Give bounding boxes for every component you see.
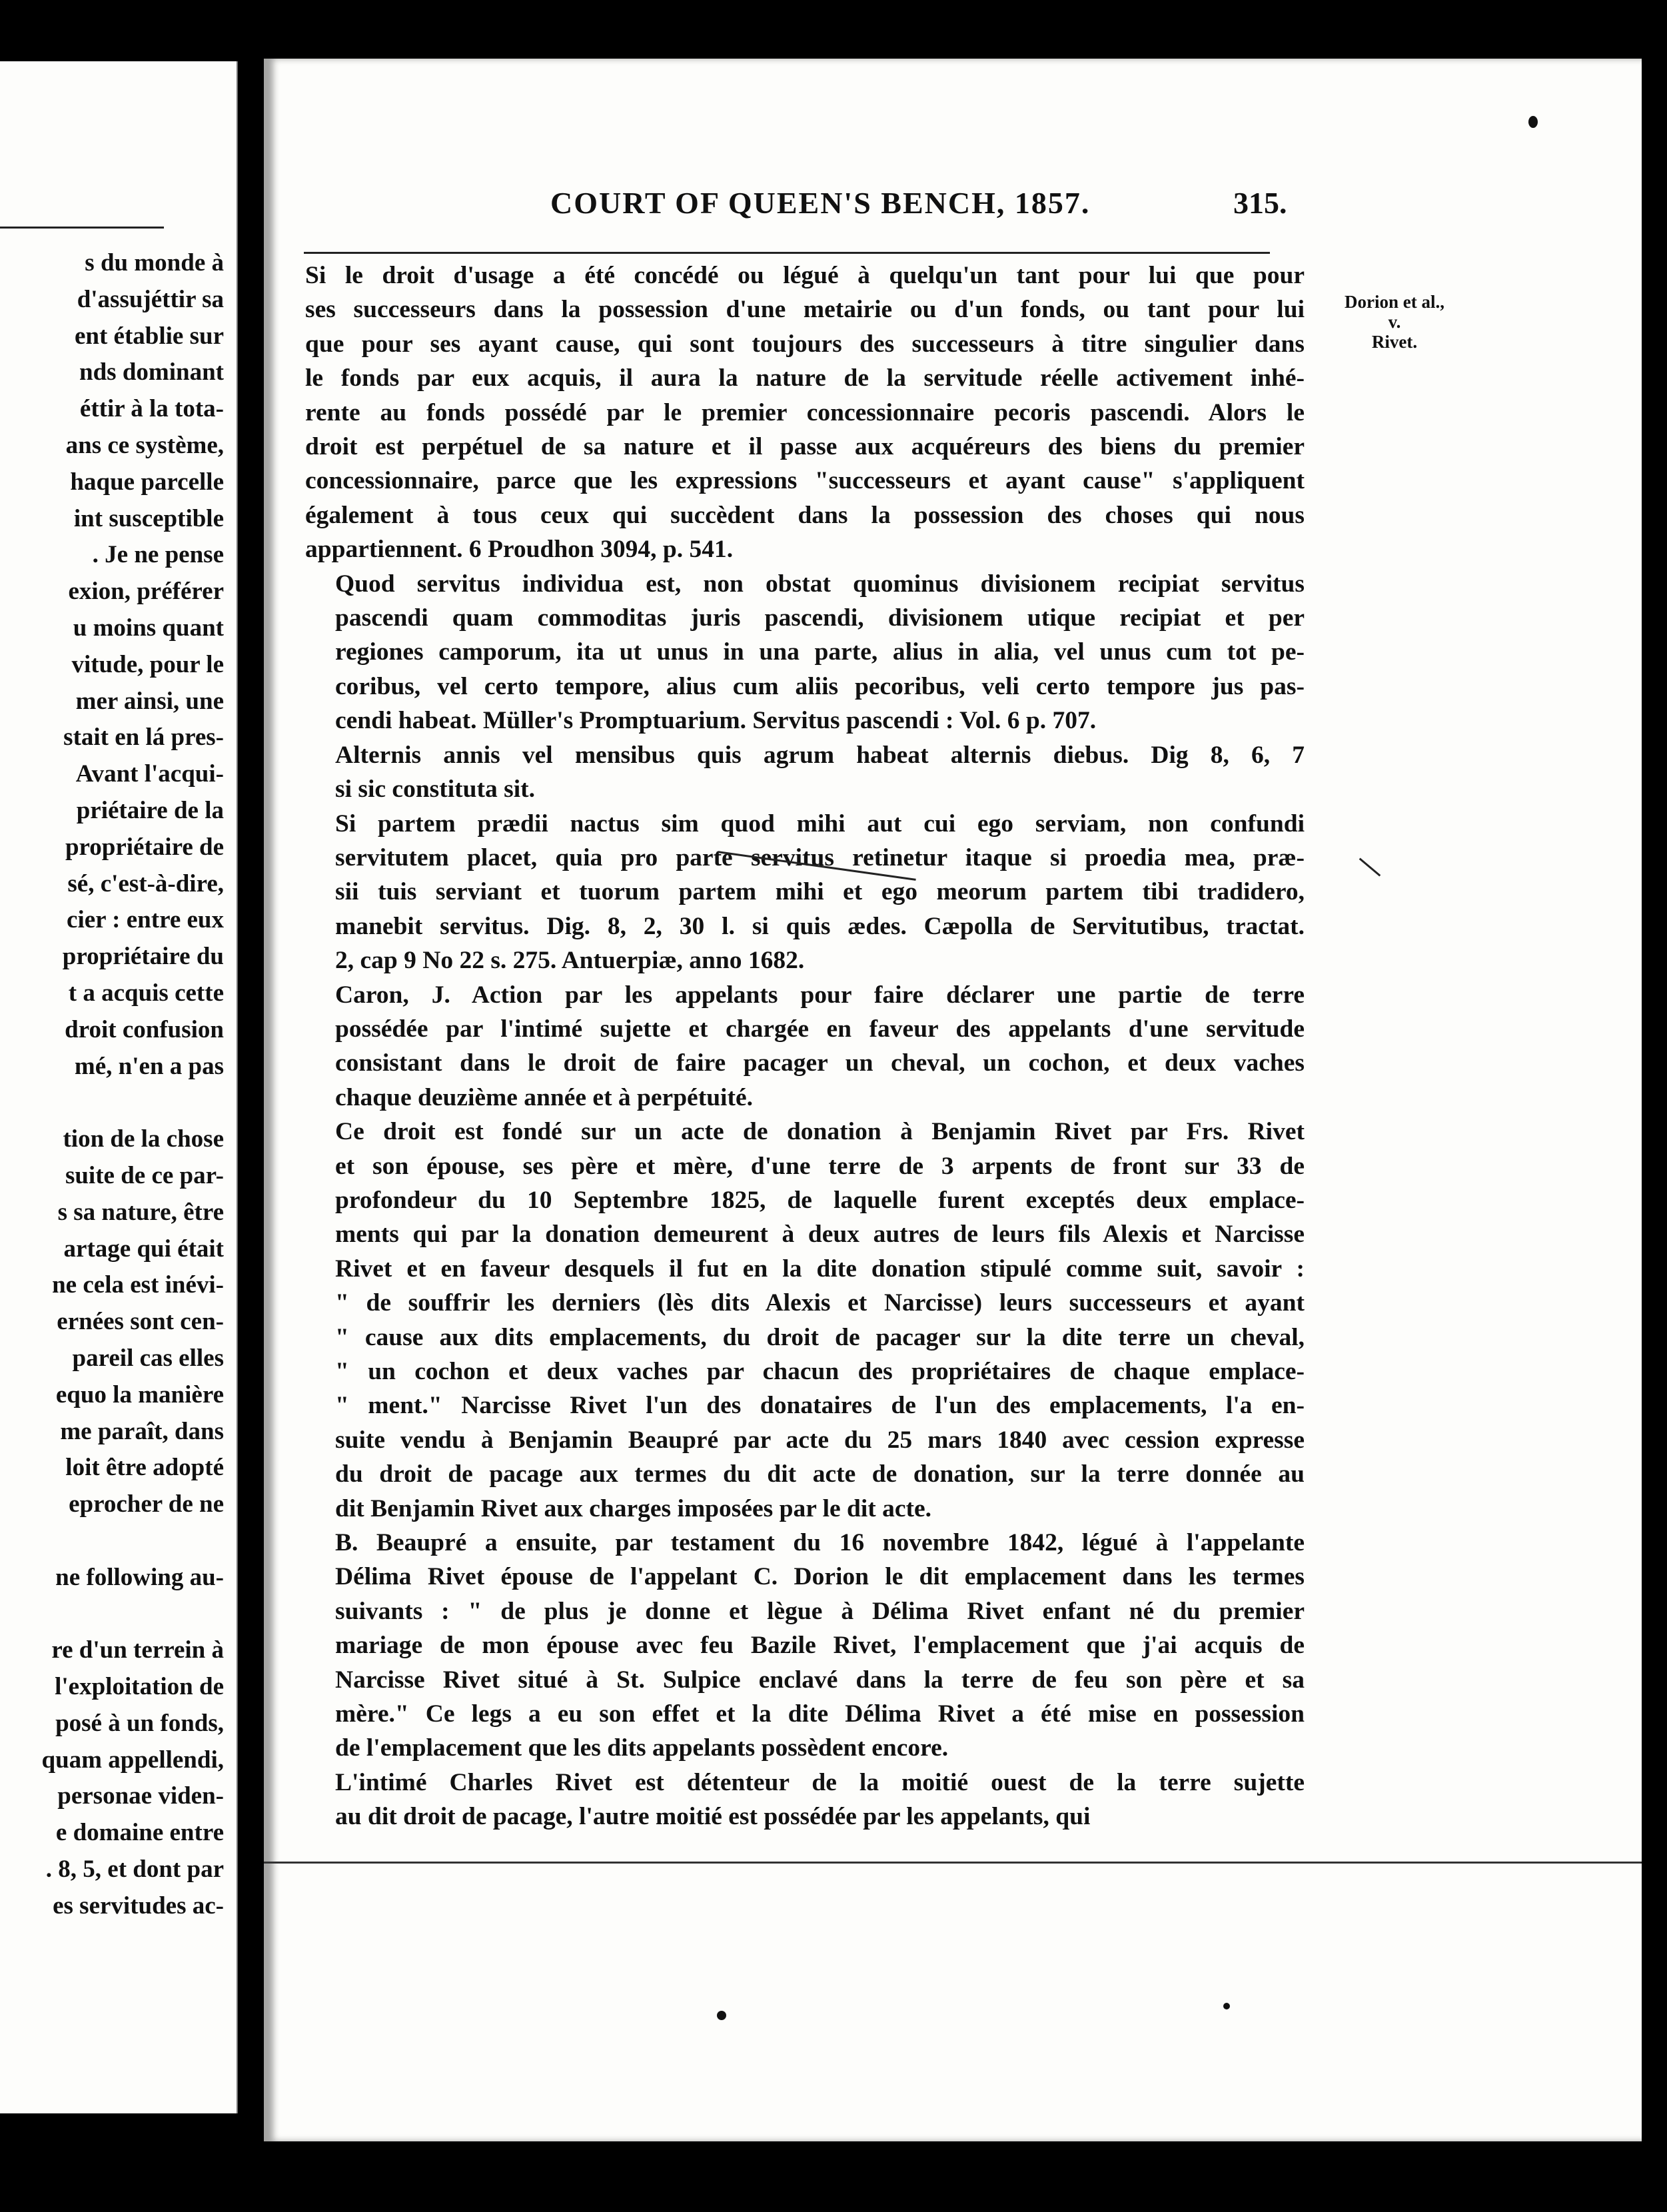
left-page-line: éttir à la tota- xyxy=(79,395,224,423)
paragraph xyxy=(305,807,1305,978)
left-page-line: propriétaire de xyxy=(65,833,224,861)
text-line: et son épouse, ses père et mère, d'une terre de 3 arpents de front sur 33 de xyxy=(335,1152,1305,1180)
text-line: Alternis annis vel mensibus quis agrum habeat alternis diebus. Dig 8, 6, 7 xyxy=(335,741,1305,769)
left-page-line: sé, c'est-à-dire, xyxy=(67,869,224,897)
left-page-line: l'exploitation de xyxy=(55,1673,224,1701)
text-line: 2, cap 9 No 22 s. 275. Antuerpiæ, anno 1682. xyxy=(335,947,805,975)
paragraph xyxy=(305,1115,1305,1526)
running-head: COURT OF QUEEN'S BENCH, 1857. xyxy=(550,186,1091,220)
left-page-line: propriétaire du xyxy=(62,943,224,971)
text-line: Délima Rivet épouse de l'appelant C. Dorion le dit emplacement dans les termes xyxy=(335,1563,1305,1591)
left-page-line: d'assujéttir sa xyxy=(77,285,224,313)
left-page-line: ans ce système, xyxy=(65,431,224,459)
left-page-line: ernées sont cen- xyxy=(57,1308,224,1336)
left-page-line: eprocher de ne xyxy=(69,1490,224,1518)
left-page-line: priétaire de la xyxy=(76,796,224,824)
left-page-line: vitude, pour le xyxy=(71,650,224,678)
text-line: sii tuis serviant et tuorum partem mihi et ego meorum partem tibi tradidero, xyxy=(335,878,1305,906)
left-page-line xyxy=(0,1085,227,1121)
scan-artifact-line xyxy=(264,1862,1642,1864)
left-page-line: t a acquis cette xyxy=(68,979,224,1007)
margin-note-parties: Dorion et al., xyxy=(1345,292,1444,312)
left-page-line: quam appellendi, xyxy=(41,1746,224,1774)
left-page-line: . 8, 5, et dont par xyxy=(45,1856,224,1884)
text-line: ments qui par la donation demeurent à deux autres de leurs fils Alexis et Narcisse xyxy=(335,1221,1305,1249)
margin-note xyxy=(1318,292,1471,352)
left-page-line: ent établie sur xyxy=(74,322,224,350)
text-line: suite vendu à Benjamin Beaupré par acte du 25 mars 1840 avec cession expresse xyxy=(335,1426,1305,1454)
text-line: si sic constituta sit. xyxy=(335,776,535,804)
text-line: profondeur du 10 Septembre 1825, de laquelle furent exceptés deux emplace- xyxy=(335,1186,1305,1214)
text-line: Quod servitus individua est, non obstat quominus divisionem recipiat servitus xyxy=(335,570,1305,598)
left-page-line: mé, n'en a pas xyxy=(74,1052,224,1080)
text-line: le fonds par eux acquis, il aura la nature de la servitude réelle activement inhé- xyxy=(305,364,1305,392)
text-line: pascendi quam commoditas juris pascendi, divisionem utique recipiat et per xyxy=(335,604,1305,632)
body-text xyxy=(305,259,1305,1834)
left-page-line: ne following au- xyxy=(55,1563,224,1591)
left-facing-page xyxy=(0,61,238,2113)
text-line: cendi habeat. Müller's Promptuarium. Servitus pascendi : Vol. 6 p. 707. xyxy=(335,707,1097,735)
text-line: ses successeurs dans la possession d'une metairie ou d'un fonds, ou tant pour lui xyxy=(305,296,1305,324)
left-page-line: int susceptible xyxy=(73,504,224,532)
left-page-line xyxy=(0,1523,227,1560)
text-line: appartiennent. 6 Proudhon 3094, p. 541. xyxy=(305,536,734,564)
text-line: Ce droit est fondé sur un acte de donation à Benjamin Rivet par Frs. Rivet xyxy=(335,1118,1305,1146)
header-rule xyxy=(304,252,1270,254)
text-line: droit est perpétuel de sa nature et il passe aux acquéreurs des biens du premier xyxy=(305,433,1305,461)
text-line: que pour ses ayant cause, qui sont toujours des successeurs à titre singulier dans xyxy=(305,330,1305,358)
ink-spot xyxy=(717,2011,726,2020)
left-page-line: cier : entre eux xyxy=(67,906,224,934)
left-page-line: stait en lá pres- xyxy=(63,724,224,752)
left-page-line: pareil cas elles xyxy=(72,1344,224,1372)
ink-spot xyxy=(1528,116,1538,128)
left-page-line: haque parcelle xyxy=(70,468,224,496)
left-page-line: personae viden- xyxy=(57,1782,224,1810)
left-page-line: mer ainsi, une xyxy=(75,687,224,715)
left-page-line: s sa nature, être xyxy=(57,1198,224,1226)
text-line: dit Benjamin Rivet aux charges imposées par le dit acte. xyxy=(335,1494,932,1522)
paragraph xyxy=(305,567,1305,738)
text-line: Si le droit d'usage a été concédé ou légué à quelqu'un tant pour lui que pour xyxy=(305,262,1305,289)
left-page-line: me paraît, dans xyxy=(60,1417,224,1445)
left-page-line xyxy=(0,1596,227,1632)
left-page-line: re d'un terrein à xyxy=(51,1636,224,1664)
left-page-line: es servitudes ac- xyxy=(53,1892,224,1920)
text-line: regiones camporum, ita ut unus in una parte, alius in alia, vel unus cum tot pe- xyxy=(335,638,1305,666)
text-line: " cause aux dits emplacements, du droit de pacager sur la dite terre un cheval, xyxy=(335,1323,1305,1351)
left-page-line: Avant l'acqui- xyxy=(75,760,224,788)
text-line: Rivet et en faveur desquels il fut en la dite donation stipulé comme suit, savoir : xyxy=(335,1255,1305,1283)
margin-note-respondent: Rivet. xyxy=(1371,332,1418,352)
left-page-line: ne cela est inévi- xyxy=(52,1271,224,1299)
page-header xyxy=(264,185,1642,232)
left-page-line: equo la manière xyxy=(55,1381,224,1408)
text-line: " ment." Narcisse Rivet l'un des donataires de l'un des emplacements, l'a en- xyxy=(335,1392,1305,1420)
text-line: coribus, vel certo tempore, alius cum aliis pecoribus, veli certo tempore jus pas- xyxy=(335,672,1305,700)
left-page-line: artage qui était xyxy=(63,1235,224,1263)
margin-note-versus: v. xyxy=(1388,312,1401,332)
text-line: manebit servitus. Dig. 8, 2, 30 l. si quis ædes. Cæpolla de Servitutibus, tractat. xyxy=(335,912,1305,940)
text-line: Narcisse Rivet situé à St. Sulpice enclavé dans la terre de feu son père et sa xyxy=(335,1666,1305,1694)
text-line: B. Beaupré a ensuite, par testament du 16 novembre 1842, légué à l'appelante xyxy=(335,1529,1305,1557)
page-number: 315. xyxy=(1233,186,1287,220)
left-page-line: nds dominant xyxy=(79,358,224,386)
left-page-line: e domaine entre xyxy=(55,1819,224,1847)
text-line: Caron, J. Action par les appelants pour faire déclarer une partie de terre xyxy=(335,981,1305,1009)
text-line: concessionnaire, parce que les expressions "successeurs et ayant cause" s'appliquent xyxy=(305,467,1305,495)
paragraph xyxy=(305,738,1305,807)
left-page-line: tion de la chose xyxy=(63,1125,224,1153)
left-page-text xyxy=(0,245,227,1925)
text-line: du droit de pacage aux termes du dit acte de donation, sur la terre donnée au xyxy=(335,1460,1305,1488)
text-line: de l'emplacement que les dits appelants possèdent encore. xyxy=(335,1734,949,1762)
text-line: mère." Ce legs a eu son effet et la dite Délima Rivet a été mise en possession xyxy=(335,1700,1305,1728)
text-line: suivants : " de plus je donne et lègue à Délima Rivet enfant né du premier xyxy=(335,1597,1305,1625)
paragraph xyxy=(305,1526,1305,1766)
left-page-line: posé à un fonds, xyxy=(55,1709,224,1737)
left-page-rule xyxy=(0,227,164,229)
paragraph xyxy=(305,1766,1305,1834)
text-line: Si partem prædii nactus sim quod mihi aut cui ego serviam, non confundi xyxy=(335,810,1305,837)
left-page-line: droit confusion xyxy=(65,1015,224,1043)
ink-spot xyxy=(1223,2003,1230,2009)
text-line: rente au fonds possédé par le premier concessionnaire pecoris pascendi. Alors le xyxy=(305,398,1305,426)
left-page-line: u moins quant xyxy=(73,614,224,642)
left-page-line: s du monde à xyxy=(85,249,224,276)
left-page-line: . Je ne pense xyxy=(92,541,224,569)
paragraph xyxy=(305,978,1305,1115)
left-page-line: suite de ce par- xyxy=(65,1161,224,1189)
text-line: également à tous ceux qui succèdent dans la possession des choses qui nous xyxy=(305,501,1305,529)
text-line: possédée par l'intimé sujette et chargée en faveur des appelants d'une servitude xyxy=(335,1015,1305,1043)
right-page xyxy=(264,59,1642,2141)
pen-stroke xyxy=(1359,857,1381,876)
text-line: chaque deuzième année et à perpétuité. xyxy=(335,1083,753,1111)
text-line: au dit droit de pacage, l'autre moitié est possédée par les appelants, qui xyxy=(335,1803,1091,1831)
left-page-line: loit être adopté xyxy=(65,1454,224,1482)
text-line: " un cochon et deux vaches par chacun des propriétaires de chaque emplace- xyxy=(335,1358,1305,1385)
text-line: servitutem placet, quia pro parte servitus retinetur itaque si proedia mea, præ- xyxy=(335,843,1305,871)
text-line: consistant dans le droit de faire pacager un cheval, un cochon, et deux vaches xyxy=(335,1049,1305,1077)
left-page-line: exion, préférer xyxy=(68,578,224,606)
text-line: mariage de mon épouse avec feu Bazile Rivet, l'emplacement que j'ai acquis de xyxy=(335,1632,1305,1660)
text-line: " de souffrir les derniers (lès dits Alexis et Narcisse) leurs successeurs et ayant xyxy=(335,1289,1305,1317)
text-line: L'intimé Charles Rivet est détenteur de la moitié ouest de la terre sujette xyxy=(335,1768,1305,1796)
paragraph xyxy=(305,259,1305,567)
